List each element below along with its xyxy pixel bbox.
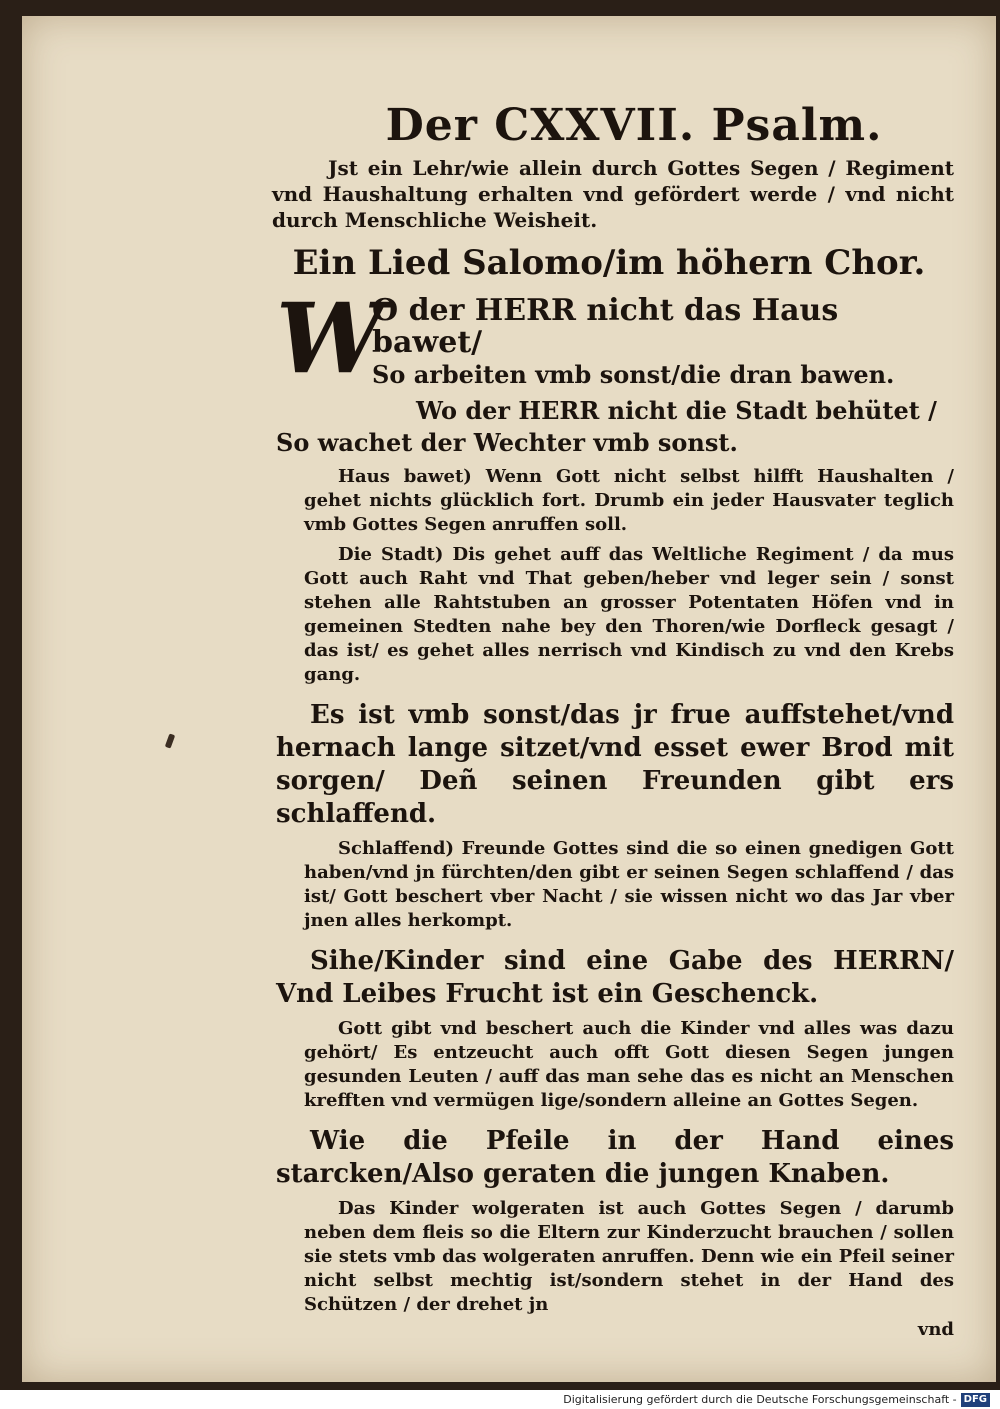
gloss-1: Haus bawet) Wenn Gott nicht selbst hilfft Haushalten / gehet nichts glücklich fort. Drumb ein jeder Hausvater teglich vmb Gottes Segen anruffen soll. <box>304 466 954 535</box>
psalm-title: Der CXXVII. Psalm. <box>385 100 883 151</box>
verse-4: Wie die Pfeile in der Hand eines starcken/Also geraten die jungen Knaben. <box>276 1126 954 1189</box>
catchword: vnd <box>917 1319 954 1340</box>
verse-1-line-1: O der HERR nicht das Haus bawet/ <box>372 293 839 360</box>
verse-3: Sihe/Kinder sind eine Gabe des HERRN/ Vnd Leibes Frucht ist ein Geschenck. <box>276 946 954 1009</box>
verse-1-line-2: So arbeiten vmb sonst/die dran bawen. <box>372 360 895 389</box>
gloss-5: Das Kinder wolgeraten ist auch Gottes Segen / darumb neben dem fleis so die Eltern zur Kinderzucht brauchen / sollen sie stets vmb das wolgeraten anruffen. Denn wie ein Pfeil seiner nicht selbst mechtig ist/sondern stehet in der Hand des Schützen / der drehet jn <box>304 1198 954 1315</box>
verse-1 <box>276 282 954 459</box>
gloss-2: Die Stadt) Dis gehet auff das Weltliche Regiment / da mus Gott auch Raht vnd That geben/heber vnd leger sein / sonst stehen alle Rahtstuben an grosser Potentaten Höfen vnd in gemeinen Stedten nahe bey den Thoren/wie Dorfleck gesagt / das ist/ es gehet alles nerrisch vnd Kindisch zu vnd den Krebs gang. <box>304 544 954 685</box>
book-page <box>22 16 996 1382</box>
psalm-summary: Jst ein Lehr/wie allein durch Gottes Segen / Regiment vnd Haushaltung erhalten vnd gefördert werde / vnd nicht durch Menschliche Weisheit. <box>272 156 954 232</box>
footer-bar <box>0 1390 1000 1409</box>
verse-2: Es ist vmb sonst/das jr frue auffstehet/vnd hernach lange sitzet/vnd esset ewer Brod mit sorgen/ Deñ seinen Freunden gibt ers schlaffend. <box>276 700 954 829</box>
verse-1-rest: Wo der HERR nicht die Stadt behütet / So wachet der Wechter vmb sonst. <box>276 396 937 457</box>
dfg-logo-icon: DFG <box>961 1393 990 1407</box>
page-content <box>254 100 954 1340</box>
drop-cap: W <box>276 282 384 395</box>
ink-blot <box>165 733 175 748</box>
gloss-3: Schlaffend) Freunde Gottes sind die so einen gnedigen Gott haben/vnd jn fürchten/den gibt er seinen Segen schlaffend / das ist/ Gott beschert vber Nacht / sie wissen nicht wo das Jar vber jnen alles herkompt. <box>304 838 954 931</box>
psalm-subtitle: Ein Lied Salomo/im höhern Chor. <box>292 243 926 283</box>
gloss-4: Gott gibt vnd beschert auch die Kinder vnd alles was dazu gehört/ Es entzeucht auch offt Gott diesen Segen jungen gesunden Leuten / auff das man sehe das es nicht an Menschen krefften vnd vermügen lige/sondern alleine an Gottes Segen. <box>304 1018 954 1111</box>
footer-text: Digitalisierung gefördert durch die Deutsche Forschungsgemeinschaft - <box>563 1393 957 1406</box>
